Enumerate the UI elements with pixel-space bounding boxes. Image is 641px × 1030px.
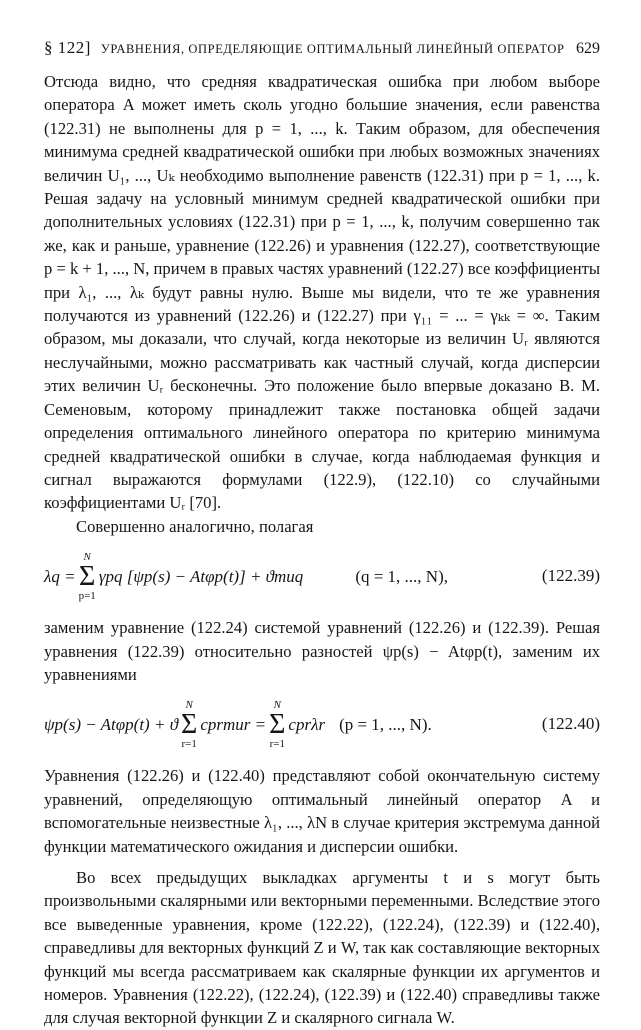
eq1-sum-top: N xyxy=(83,551,91,564)
running-title: УРАВНЕНИЯ, ОПРЕДЕЛЯЮЩИЕ ОПТИМАЛЬНЫЙ ЛИНЕЙНЫЙ ОПЕРАТОР xyxy=(100,42,565,56)
eq2-sum1-symbol: N Σ r=1 xyxy=(181,699,198,751)
eq2-sum2-symbol: N Σ r=1 xyxy=(269,699,286,751)
eq2-condition: (p = 1, ..., N). xyxy=(339,715,432,735)
equation-122-40 xyxy=(44,686,600,764)
eq2-mid: cprmur = xyxy=(200,715,267,735)
eq2-sum2-bottom: r=1 xyxy=(269,738,285,751)
eq1-lhs: λq = xyxy=(44,567,76,587)
eq1-sum-bottom: p=1 xyxy=(78,590,96,603)
page-number: 629 xyxy=(576,40,600,57)
paragraph-3: заменим уравнение (122.24) системой уравнений (122.26) и (122.39). Решая уравнения (122.39) относительно разностей ψp(s) − Atφp(t), заменим их уравнениями xyxy=(44,618,600,684)
eq2-number: (122.40) xyxy=(541,714,600,734)
equation-122-39 xyxy=(44,538,600,616)
paragraph-1: Отсюда видно, что средняя квадратическая ошибка при любом выборе оператора A может иметь сколь угодно большие значения, если равенства (122.31) не выполнены для p = 1, ..., k. Таким образом, для обеспечения минимума средней квадратической ошибки при любых возможных значениях величин U₁, ..., Uₖ необходимо выполнение равенств (122.31) при p = 1, ..., k. Решая задачу на условный минимум средней квадратической ошибки при дополнительных условиях (122.31) при p = 1, ..., k, получим совершенно так же, как и раньше, уравнение (122.26) и уравнения (122.27), соответствующие p = k + 1, ..., N, причем в правых частях уравнений (122.27) все коэффициенты при λ₁, ..., λₖ будут равны нулю. Выше мы видели, что те же уравнения получаются из уравнений (122.26) и (122.27) при γ₁₁ = ... = γₖₖ = ∞. Таким образом, мы доказали, что случай, когда некоторые из величин Uᵣ являются неслучайными, можно рассматривать как частный случай, когда дисперсии этих величин Uᵣ бесконечны. Это положение было впервые доказано В. М. Семеновым, которому принадлежит также постановка общей задачи определения оптимального линейного оператора по критерию минимума средней квадратической ошибки в случае, когда наблюдаемая функция и сигнал выражаются формулами (122.9), (122.10) со случайными коэффициентами Uᵣ [70]. xyxy=(44,72,600,513)
paragraph-5: Во всех предыдущих выкладках аргументы t и s могут быть произвольными скалярными или векторными переменными. Вследствие этого все выведенные уравнения, кроме (122.22), (122.24), (122.39) и (122.40), справедливы для векторных функций Z и W, так как составляющие векторных функций мы всегда рассматриваем как скалярные функции их аргументов и номеров. Уравнения (122.22), (122.24), (122.39) и (122.40) справедливы также для случая векторной функции Z и скалярного сигнала W. xyxy=(44,867,600,1028)
paragraph-2: Совершенно аналогично, полагая xyxy=(76,516,314,536)
paragraph-4: Уравнения (122.26) и (122.40) представляют собой окончательную систему уравнений, определяющую оптимальный линейный оператор A и вспомогательные неизвестные λ₁, ..., λN в случае критерия экстремума данной функции математического ожидания и дисперсии ошибки. xyxy=(44,766,600,856)
eq2-lhs: ψp(s) − Atφp(t) + ϑ xyxy=(44,715,179,735)
eq2-rhs: cprλr xyxy=(288,715,326,735)
eq1-condition: (q = 1, ..., N), xyxy=(355,567,448,587)
running-header xyxy=(44,38,600,58)
page xyxy=(44,38,600,1030)
eq2-sum1-top: N xyxy=(185,699,193,712)
eq2-sum2-top: N xyxy=(273,699,281,712)
eq1-rhs: γpq [ψp(s) − Atφp(t)] + ϑmuq xyxy=(98,567,304,587)
section-number: § 122] xyxy=(44,38,91,57)
eq2-sum1-bottom: r=1 xyxy=(181,738,197,751)
eq1-sum-symbol: N Σ p=1 xyxy=(78,551,96,603)
eq1-number: (122.39) xyxy=(541,566,600,586)
